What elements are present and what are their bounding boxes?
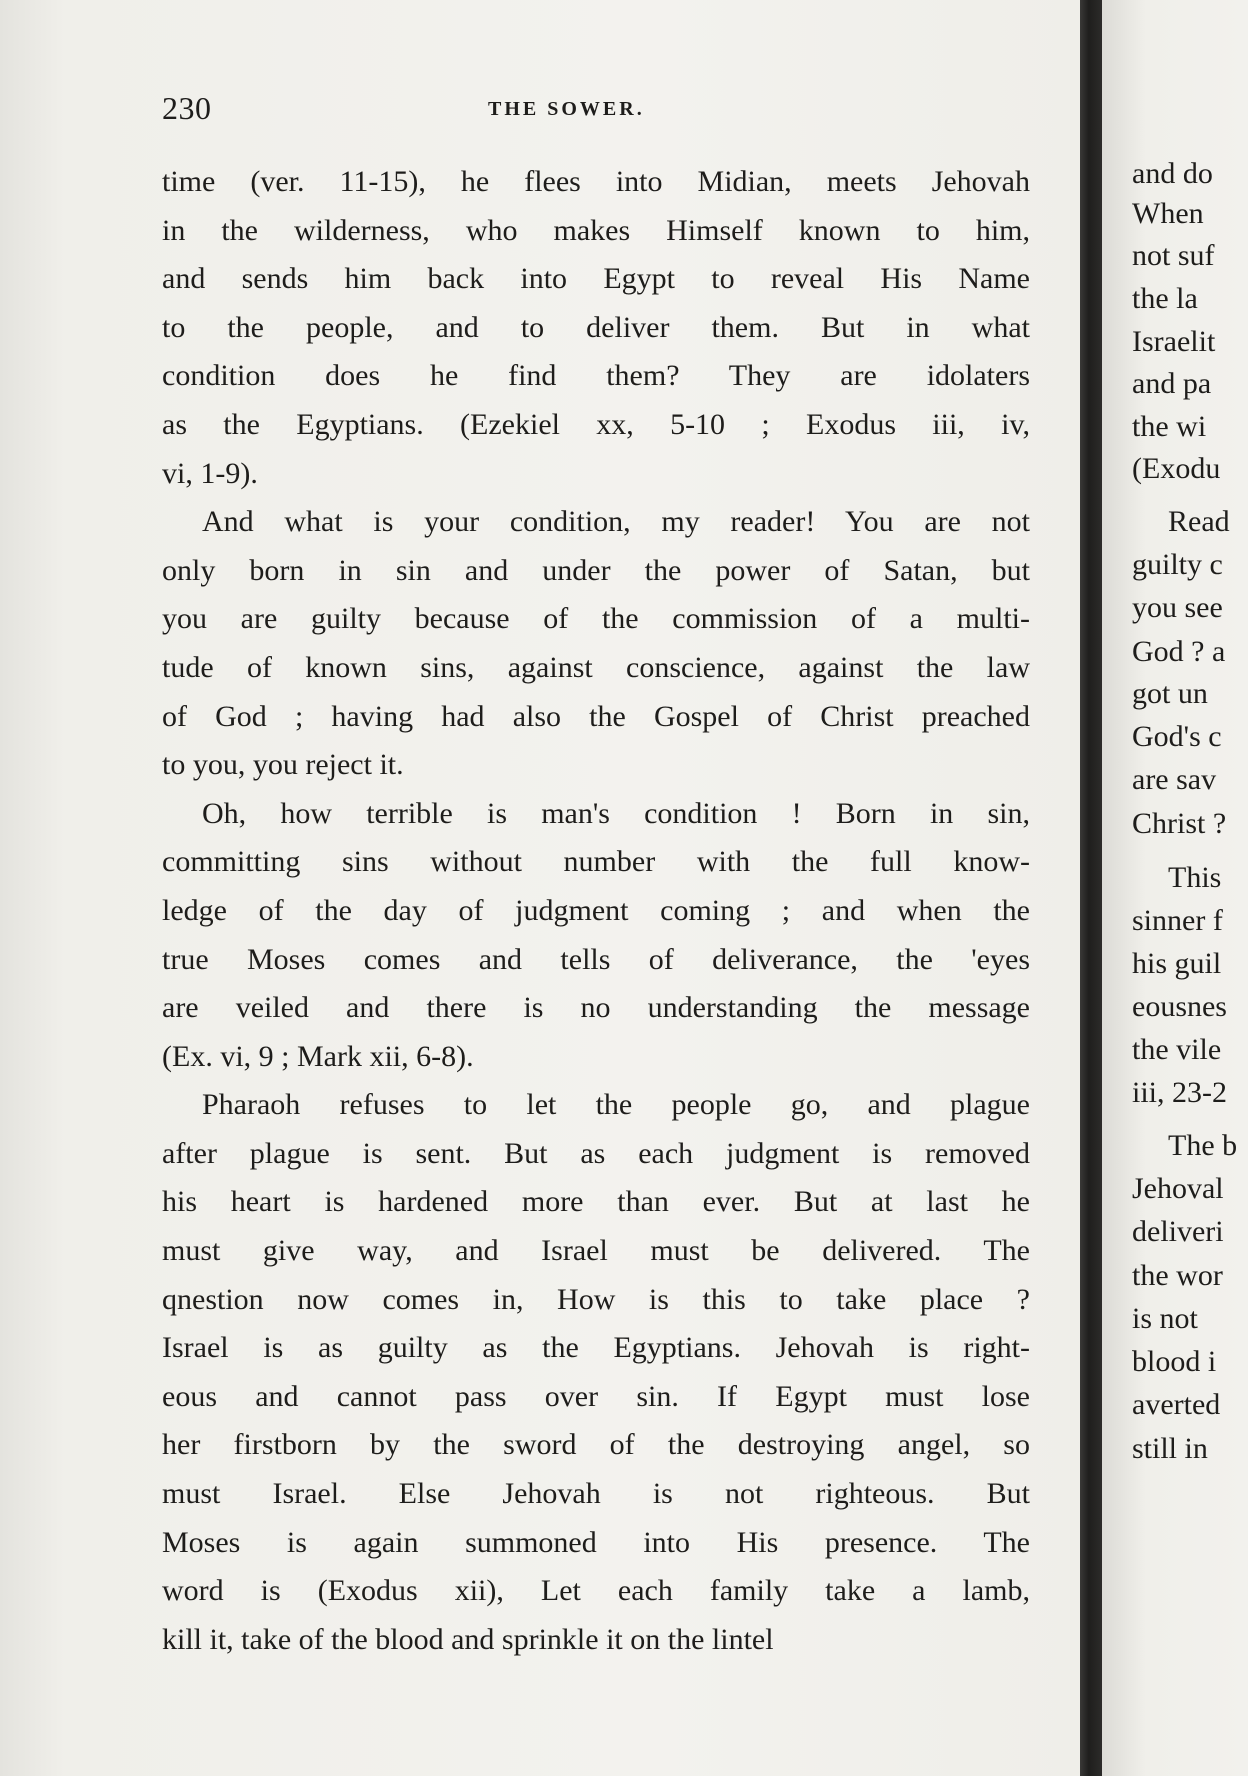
text-line: Oh, how terrible is man's condition ! Born in sin, xyxy=(202,796,1030,830)
facing-page-line: deliveri xyxy=(1132,1215,1224,1248)
facing-page-line: (Exodu xyxy=(1132,452,1221,485)
facing-page-line: God's c xyxy=(1132,720,1222,753)
text-line: only born in sin and under the power of Satan, but xyxy=(162,553,1030,587)
text-line: to the people, and to deliver them. But in what xyxy=(162,310,1030,344)
text-line: Pharaoh refuses to let the people go, and plague xyxy=(202,1088,1030,1122)
text-line: And what is your condition, my reader! You are not xyxy=(202,505,1030,539)
facing-page-line: When xyxy=(1132,197,1204,230)
text-line: kill it, take of the blood and sprinkle it on the lintel xyxy=(162,1622,774,1656)
facing-page-line: still in xyxy=(1132,1432,1208,1465)
text-line: and sends him back into Egypt to reveal His Name xyxy=(162,262,1030,296)
text-line: you are guilty because of the commission of a multi- xyxy=(162,602,1030,636)
text-line: her firstborn by the sword of the destroying angel, so xyxy=(162,1428,1030,1462)
facing-page-line: the wi xyxy=(1132,410,1207,443)
text-line: to you, you reject it. xyxy=(162,748,404,782)
facing-page-line: guilty c xyxy=(1132,548,1223,581)
text-line: qnestion now comes in, How is this to take place ? xyxy=(162,1282,1030,1316)
paragraph xyxy=(162,498,1030,790)
paragraph xyxy=(162,790,1030,1082)
facing-page-line: and pa xyxy=(1132,367,1212,400)
facing-page-line: sinner f xyxy=(1132,904,1223,937)
text-line: Moses is again summoned into His presence. The xyxy=(162,1525,1030,1559)
page-number: 230 xyxy=(162,90,212,126)
running-head xyxy=(162,90,1030,130)
facing-page-line: averted xyxy=(1132,1388,1221,1421)
text-line: in the wilderness, who makes Himself known to him, xyxy=(162,213,1030,247)
text-line: of God ; having had also the Gospel of Christ preached xyxy=(162,699,1030,733)
text-line: eous and cannot pass over sin. If Egypt must lose xyxy=(162,1379,1030,1413)
text-line: as the Egyptians. (Ezekiel xx, 5-10 ; Exodus iii, iv, xyxy=(162,407,1030,441)
facing-page-line: Christ ? xyxy=(1132,807,1227,840)
text-line: word is (Exodus xii), Let each family take a lamb, xyxy=(162,1574,1030,1608)
facing-page-line: got un xyxy=(1132,677,1208,710)
facing-page-line: Jehoval xyxy=(1132,1172,1224,1205)
book-gutter xyxy=(1080,0,1102,1776)
running-title: THE SOWER. xyxy=(488,98,645,120)
facing-page-line: Read xyxy=(1168,505,1230,538)
facing-page-line: This xyxy=(1168,861,1222,894)
facing-page-line: you see xyxy=(1132,591,1223,624)
text-line: tude of known sins, against conscience, against the law xyxy=(162,650,1030,684)
facing-page-line: are sav xyxy=(1132,763,1217,796)
body-text xyxy=(162,158,1030,1664)
facing-page-line: blood i xyxy=(1132,1345,1217,1378)
text-line: after plague is sent. But as each judgment is removed xyxy=(162,1136,1030,1170)
facing-page-line: Israelit xyxy=(1132,325,1216,358)
facing-page-line: is not xyxy=(1132,1302,1198,1335)
text-line: condition does he find them? They are idolaters xyxy=(162,359,1030,393)
text-line: Israel is as guilty as the Egyptians. Jehovah is right- xyxy=(162,1331,1030,1365)
text-line: must Israel. Else Jehovah is not righteous. But xyxy=(162,1477,1030,1511)
paragraph xyxy=(162,158,1030,498)
facing-page-line: his guil xyxy=(1132,947,1222,980)
facing-page-line: The b xyxy=(1168,1129,1238,1162)
facing-page-line: eousnes xyxy=(1132,990,1227,1023)
text-line: his heart is hardened more than ever. But at last he xyxy=(162,1185,1030,1219)
facing-page-line: the la xyxy=(1132,282,1198,315)
facing-page-line: iii, 23-2 xyxy=(1132,1076,1227,1109)
facing-page-line: and do xyxy=(1132,157,1213,190)
facing-page-line: God ? a xyxy=(1132,635,1226,668)
text-line: (Ex. vi, 9 ; Mark xii, 6-8). xyxy=(162,1039,474,1073)
paragraph xyxy=(162,1081,1030,1664)
facing-page-line: the vile xyxy=(1132,1033,1222,1066)
text-line: must give way, and Israel must be delivered. The xyxy=(162,1234,1030,1268)
facing-page-line: the wor xyxy=(1132,1259,1223,1292)
text-line: vi, 1-9). xyxy=(162,456,258,490)
text-line: true Moses comes and tells of deliverance, the 'eyes xyxy=(162,942,1030,976)
text-line: committing sins without number with the full know- xyxy=(162,845,1030,879)
text-line: are veiled and there is no understanding the message xyxy=(162,991,1030,1025)
text-line: ledge of the day of judgment coming ; and when the xyxy=(162,893,1030,927)
facing-page-line: not suf xyxy=(1132,239,1215,272)
text-line: time (ver. 11-15), he flees into Midian, meets Jehovah xyxy=(162,165,1030,198)
facing-page xyxy=(1102,0,1248,1776)
